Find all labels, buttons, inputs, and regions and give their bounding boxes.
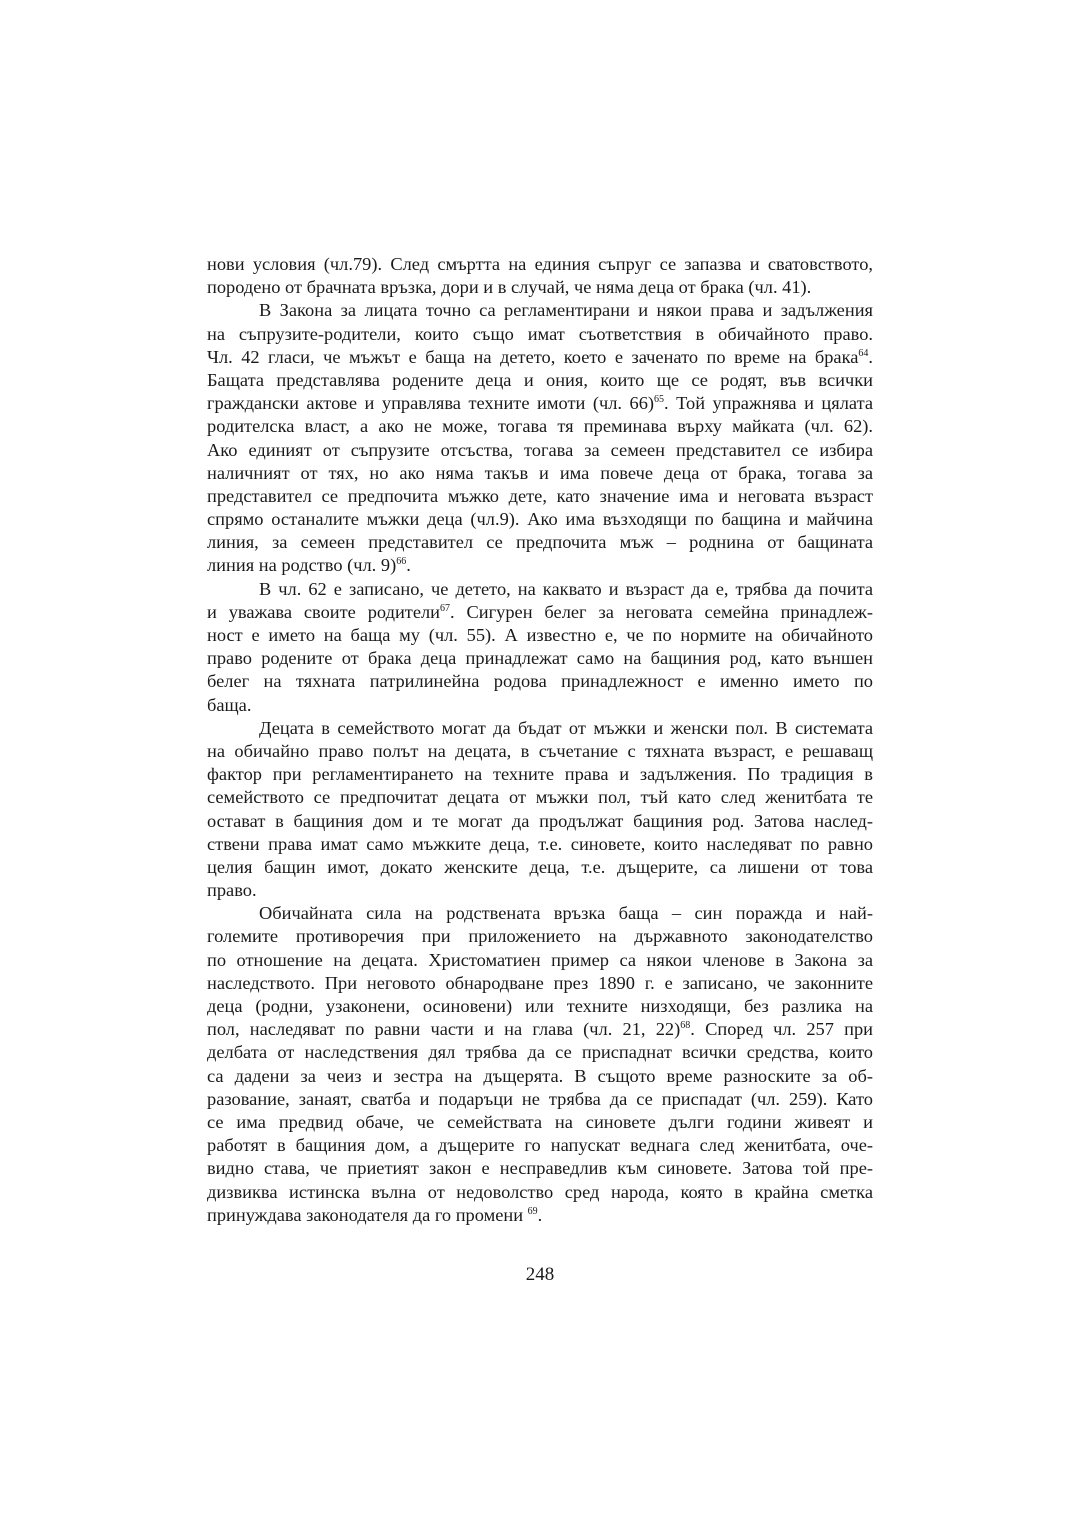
line-text: Децата в семейството могат да бъдат от мъжки и женски пол. В системата (259, 717, 873, 738)
text-line (207, 1134, 873, 1157)
line-text: дизвиква истинска вълна от недоволство сред народа, която в крайна сметка (207, 1181, 873, 1202)
line-text: В чл. 62 е записано, че детето, на каквато и възраст да е, трябва да почита (259, 578, 873, 599)
line-text: ност е името на баща му (чл. 55). А известно е, че по нормите на обичайното (207, 625, 873, 645)
text-line (207, 1157, 873, 1180)
line-text: баща. (207, 694, 252, 715)
line-text: ствени права имат само мъжките деца, т.е. синовете, които наследяват по равно (207, 833, 873, 854)
line-text: граждански актове и управлява техните имоти (чл. 66) (207, 393, 655, 414)
text-line (207, 276, 873, 299)
text-line (207, 694, 873, 717)
text-line (207, 554, 873, 577)
line-text: на съпрузите-родители, които също имат съответствия в обичайното право. (207, 323, 873, 344)
body-text (207, 253, 873, 1227)
line-text: се има предвид обаче, че семействата на синовете дълги години живеят и (207, 1111, 873, 1132)
text-line (207, 415, 873, 438)
text-line (207, 578, 873, 601)
line-text: право. (207, 880, 257, 901)
text-line (207, 856, 873, 879)
line-text-continued: . (406, 555, 411, 576)
line-text: работят в бащиния дом, а дъщерите го напускат веднага след женитбата, оче- (207, 1135, 873, 1156)
text-line (207, 601, 873, 624)
text-line (207, 810, 873, 833)
text-line (207, 972, 873, 995)
text-line (207, 1181, 873, 1204)
text-line (207, 1111, 873, 1134)
line-text: фактор при регламентирането на техните права и задължения. По традиция в (207, 764, 873, 785)
line-text: големите противоречия при приложението на държавното законодателство (207, 926, 873, 947)
text-line (207, 485, 873, 508)
line-text: са дадени за чеиз и зестра на дъщерята. В същото време разноските за об- (207, 1065, 873, 1086)
page-number: 248 (525, 1264, 555, 1285)
text-line (207, 763, 873, 786)
line-text: спрямо останалите мъжки деца (чл.9). Ако има възходящи по бащина и майчина (207, 509, 873, 530)
line-text: В Закона за лицата точно са регламентирани и някои права и задължения (259, 300, 873, 321)
text-line (207, 1088, 873, 1111)
text-line (207, 299, 873, 322)
line-text-continued: . Той упражнява и цялата (664, 393, 874, 414)
text-line (207, 786, 873, 809)
line-text: семейството се предпочитат децата от мъжки пол, тъй като след женитбата те (207, 787, 873, 808)
line-text: линия, за семеен представител се предпочита мъж – роднина от бащината (207, 532, 873, 553)
line-text: Бащата представлява родените деца и ония, които ще се родят, във всички (207, 369, 873, 390)
text-line (207, 833, 873, 856)
line-text-continued: . (537, 1204, 543, 1225)
line-text: Чл. 42 гласи, че мъжът е баща на детето, което е заченато по време на брака (207, 346, 859, 367)
text-line (207, 1041, 873, 1064)
text-line (207, 462, 873, 485)
line-text: линия на родство (чл. 9) (207, 555, 397, 576)
line-text: целия бащин имот, докато женските деца, т.е. дъщерите, са лишени от това (207, 856, 873, 877)
line-text: и уважава своите родители (207, 601, 441, 622)
footnote-marker: 64 (858, 347, 869, 359)
text-line (207, 902, 873, 925)
footnote-marker: 66 (396, 556, 407, 568)
text-line (207, 949, 873, 972)
text-line (207, 439, 873, 462)
text-line (207, 670, 873, 693)
text-line (207, 369, 873, 392)
line-text: видно става, че приетият закон е несправедлив към синовете. Затова той пре- (207, 1158, 873, 1179)
text-line (207, 740, 873, 763)
text-line (207, 624, 873, 647)
text-line (207, 1018, 873, 1041)
text-line (207, 346, 873, 369)
line-text: Ако единият от съпрузите отсъства, тогава за семеен представител се избира (207, 439, 873, 460)
line-text: белег на тяхната патрилинейна родова принадлежност е именно името по (207, 671, 873, 692)
text-line (207, 1065, 873, 1088)
line-text: наследството. При неговото обнародване през 1890 г. е записано, че законните (207, 972, 873, 993)
line-text: остават в бащиния дом и те могат да продължат бащиния род. Затова наслед- (207, 810, 873, 831)
line-text: родителска власт, а ако не може, тогава тя преминава върху майката (чл. 62). (207, 416, 873, 437)
text-line (207, 531, 873, 554)
footnote-marker: 67 (440, 602, 451, 614)
line-text: наличният от тях, но ако няма такъв и има повече деца от брака, тогава за (207, 462, 873, 483)
line-text: разование, занаят, сватба и подаръци не трябва да се приспадат (чл. 259). Като (207, 1088, 873, 1109)
footnote-marker: 65 (654, 394, 665, 406)
line-text: на обичайно право полът на децата, в съчетание с тяхната възраст, е решаващ (207, 740, 873, 761)
text-line (207, 925, 873, 948)
line-text: нови условия (чл.79). След смъртта на единия съпруг се запазва и сватовството, (207, 254, 873, 274)
line-text-continued: . Според чл. 257 при (690, 1019, 873, 1040)
line-text: породено от брачната връзка, дори и в случай, че няма деца от брака (чл. 41). (207, 277, 812, 298)
text-line (207, 1204, 873, 1227)
line-text: принуждава законодателя да го промени (207, 1204, 528, 1225)
text-line (207, 879, 873, 902)
line-text: право родените от брака деца принадлежат само на бащиния род, като външен (207, 648, 873, 669)
text-line (207, 323, 873, 346)
text-line (207, 392, 873, 415)
line-text: Обичайната сила на родствената връзка баща – син поражда и най- (259, 903, 873, 924)
text-line (207, 995, 873, 1018)
text-line (207, 253, 873, 276)
line-text: деца (родни, узаконени, осиновени) или техните низходящи, без разлика на (207, 996, 873, 1016)
line-text: представител се предпочита мъжко дете, като значение има и неговата възраст (207, 485, 873, 506)
footnote-marker: 68 (680, 1020, 691, 1032)
line-text: пол, наследяват по равни части и на глава (чл. 21, 22) (207, 1019, 681, 1040)
line-text-continued: . Сигурен белег за неговата семейна принадлеж- (450, 601, 873, 622)
footnote-marker: 69 (527, 1205, 538, 1217)
text-line (207, 717, 873, 740)
line-text: по отношение на децата. Христоматиен пример са някои членове в Закона за (207, 949, 873, 970)
line-text: делбата от наследствения дял трябва да се приспаднат всички средства, които (207, 1042, 873, 1063)
text-line (207, 647, 873, 670)
text-line (207, 508, 873, 531)
line-text-continued: . (868, 346, 873, 367)
